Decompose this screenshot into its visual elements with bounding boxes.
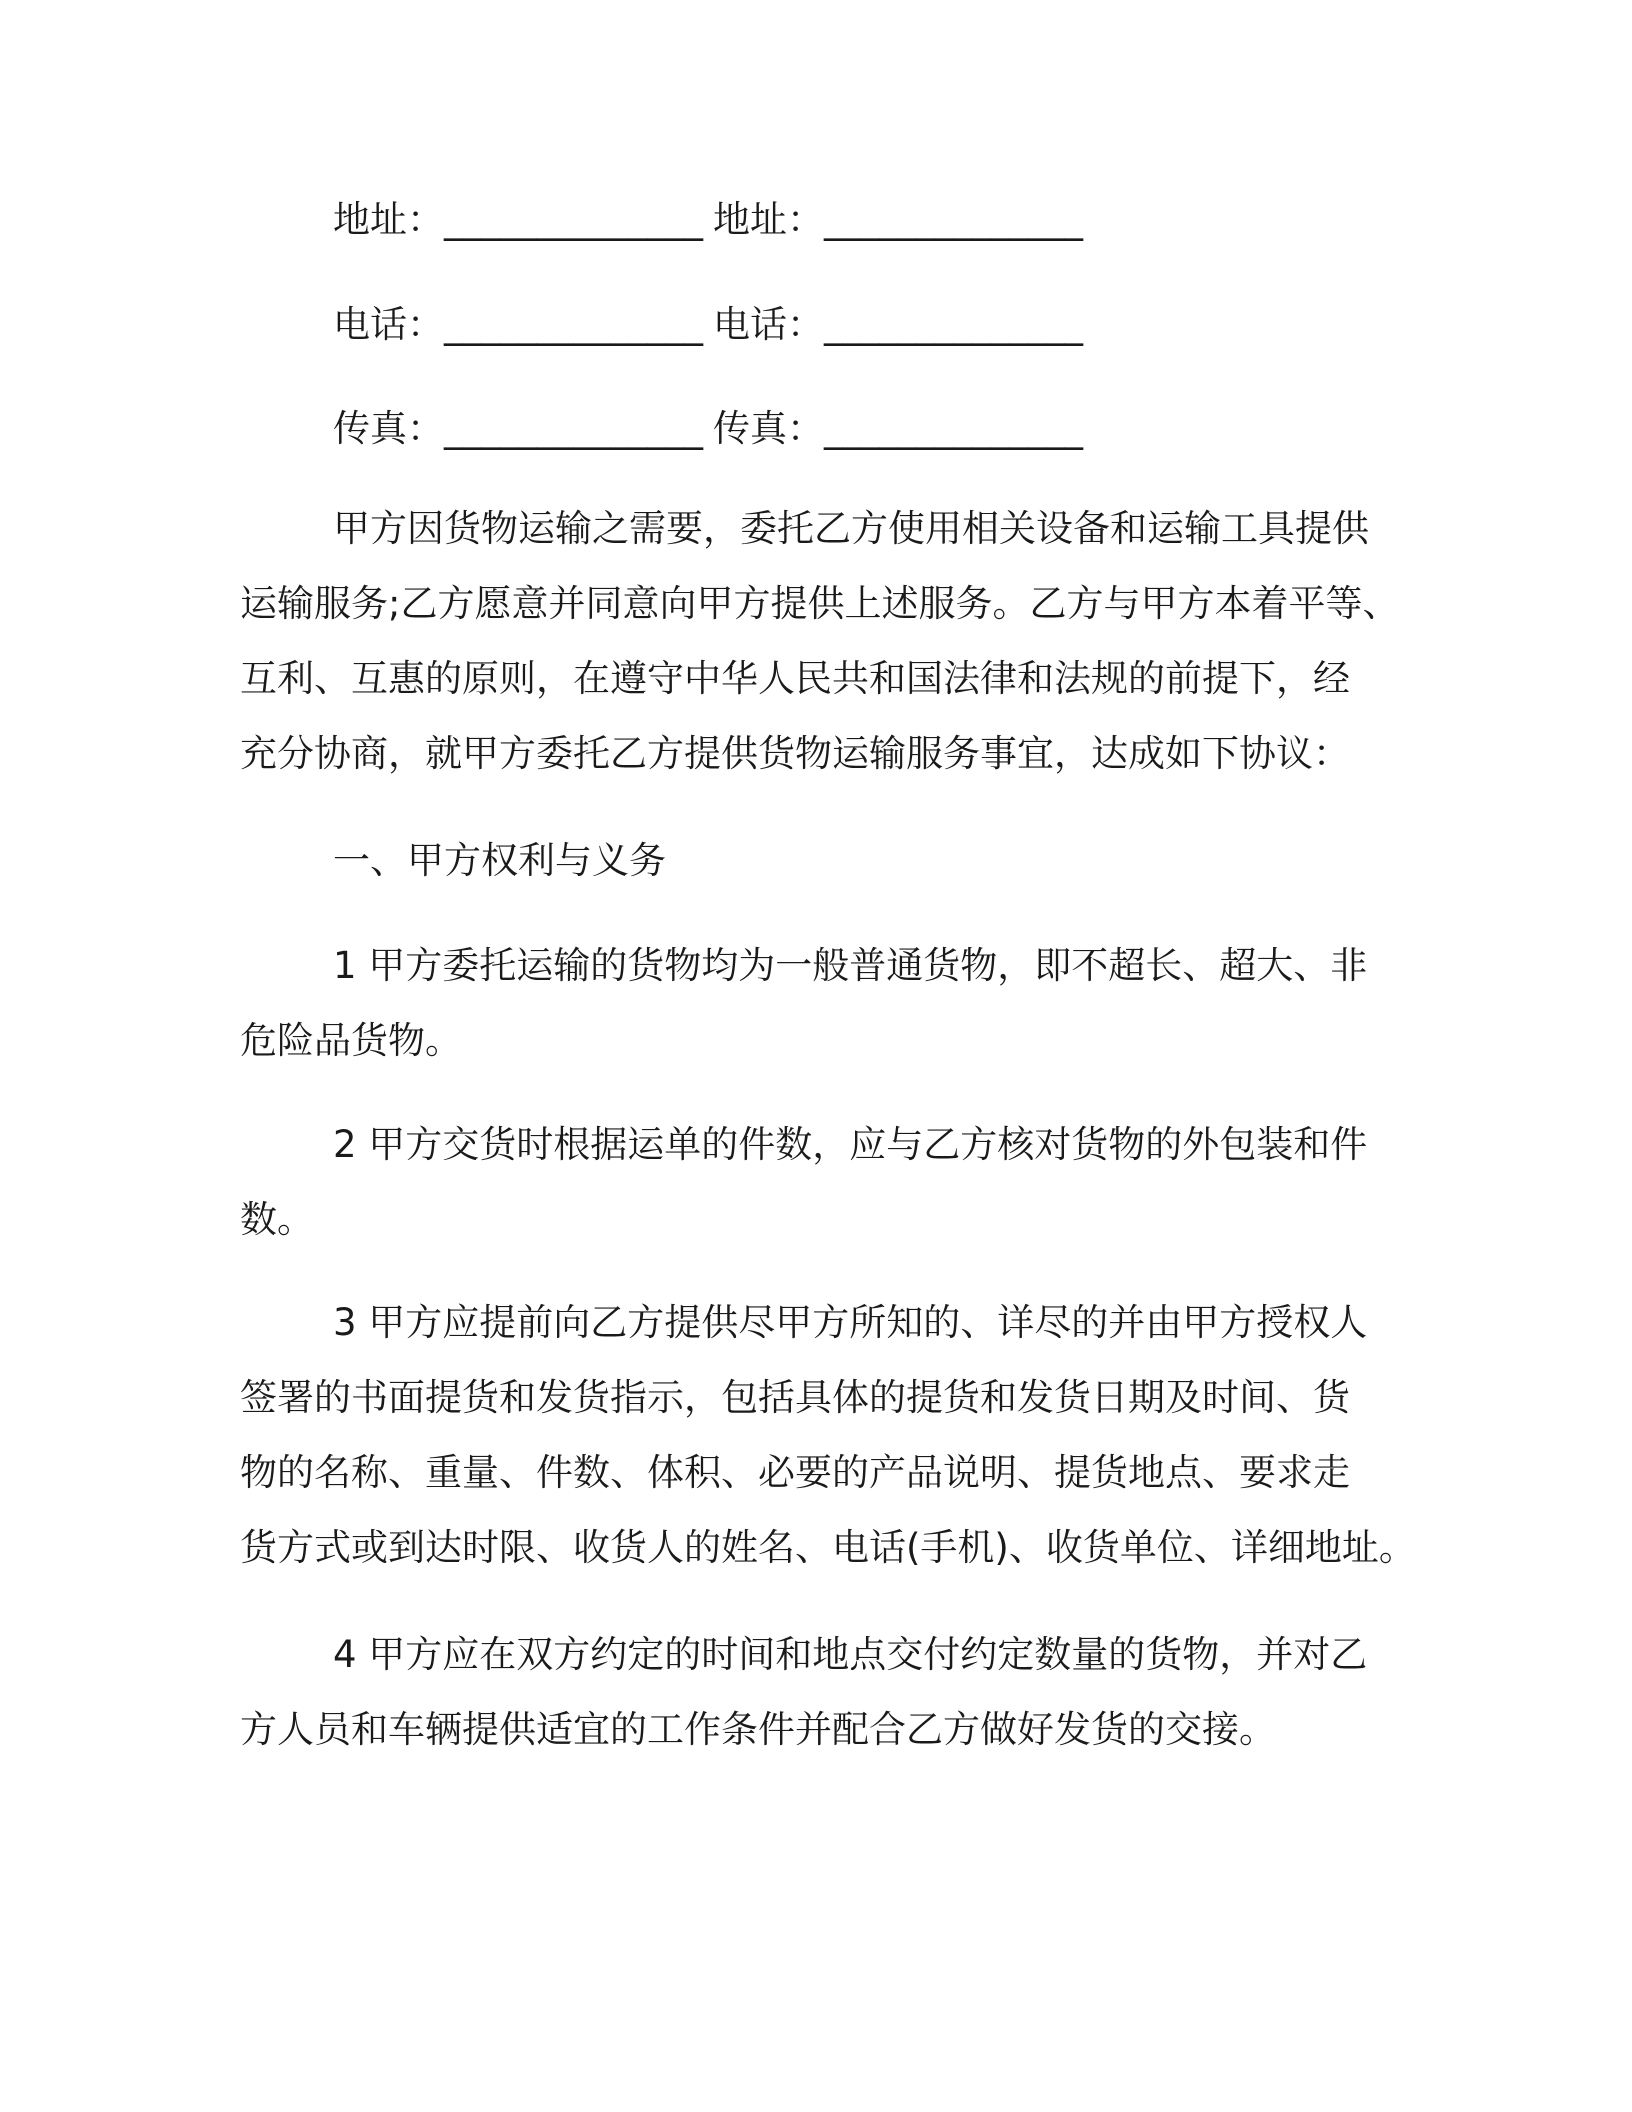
intro-line: 运输服务;乙方愿意并同意向甲方提供上述服务。乙方与甲方本着平等、 xyxy=(240,582,1400,625)
clause-line: 3 甲方应提前向乙方提供尽甲方所知的、详尽的并由甲方授权人 xyxy=(333,1301,1368,1344)
clause-line: 物的名称、重量、件数、体积、必要的产品说明、提货地点、要求走 xyxy=(240,1451,1350,1494)
fax-blank-a: ______________ xyxy=(444,407,703,450)
clause-line: 货方式或到达时限、收货人的姓名、电话(手机)、收货单位、详细地址。 xyxy=(240,1526,1416,1569)
fax-row xyxy=(333,404,1083,454)
intro-paragraph xyxy=(240,491,1420,791)
intro-line: 充分协商，就甲方委托乙方提供货物运输服务事宜，达成如下协议： xyxy=(240,732,1350,775)
clause-4 xyxy=(240,1617,1420,1767)
phone-label-a: 电话： xyxy=(333,303,444,346)
section-heading-text: 一、甲方权利与义务 xyxy=(333,839,666,882)
fax-label-b: 传真： xyxy=(713,407,824,450)
clause-line: 数。 xyxy=(240,1198,314,1241)
address-row xyxy=(333,195,1083,245)
address-label-b: 地址： xyxy=(713,198,824,241)
phone-label-b: 电话： xyxy=(713,303,824,346)
clause-2 xyxy=(240,1107,1420,1257)
clause-line: 签署的书面提货和发货指示，包括具体的提货和发货日期及时间、货 xyxy=(240,1376,1350,1419)
clause-line: 2 甲方交货时根据运单的件数，应与乙方核对货物的外包装和件 xyxy=(333,1123,1368,1166)
phone-row xyxy=(333,300,1083,350)
clause-3 xyxy=(240,1285,1420,1585)
intro-line: 互利、互惠的原则，在遵守中华人民共和国法律和法规的前提下，经 xyxy=(240,657,1350,700)
fax-blank-b: ______________ xyxy=(824,407,1083,450)
clause-line: 方人员和车辆提供适宜的工作条件并配合乙方做好发货的交接。 xyxy=(240,1708,1276,1751)
address-label-a: 地址： xyxy=(333,198,444,241)
address-blank-a: ______________ xyxy=(444,198,703,241)
clause-line: 1 甲方委托运输的货物均为一般普通货物，即不超长、超大、非 xyxy=(333,944,1368,987)
phone-blank-a: ______________ xyxy=(444,303,703,346)
clause-1 xyxy=(240,928,1420,1078)
clause-line: 危险品货物。 xyxy=(240,1019,462,1062)
section-heading xyxy=(240,823,1420,898)
fax-label-a: 传真： xyxy=(333,407,444,450)
intro-line: 甲方因货物运输之需要，委托乙方使用相关设备和运输工具提供 xyxy=(333,507,1369,550)
address-blank-b: ______________ xyxy=(824,198,1083,241)
clause-line: 4 甲方应在双方约定的时间和地点交付约定数量的货物，并对乙 xyxy=(333,1633,1368,1676)
phone-blank-b: ______________ xyxy=(824,303,1083,346)
